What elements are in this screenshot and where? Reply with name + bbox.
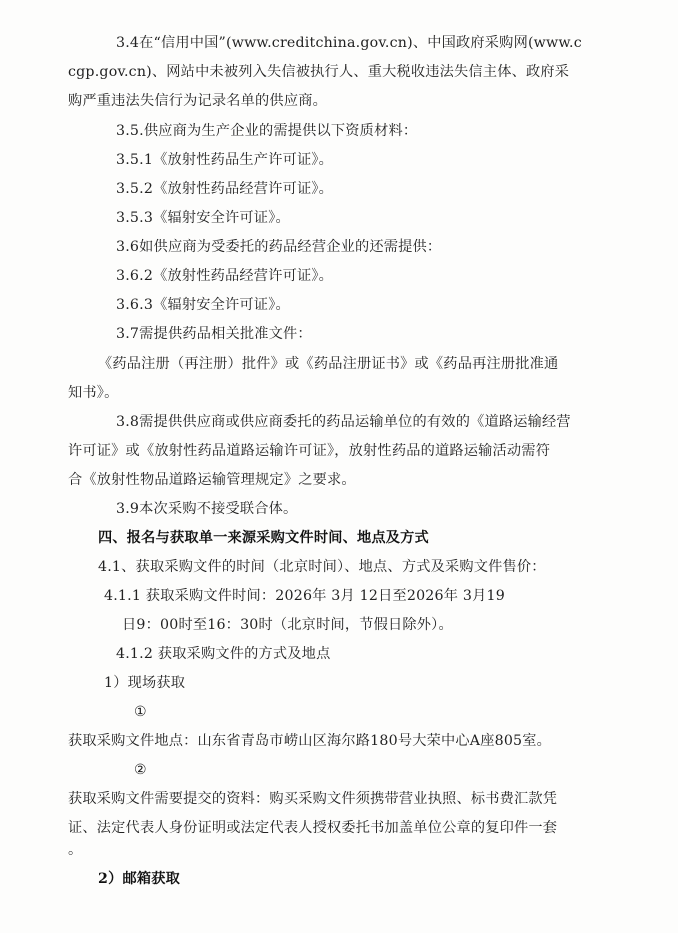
text-line-4-1-1: 4.1.1 获取采购文件时间：2026年 3月 12日至2026年 3月19 xyxy=(104,588,505,604)
text-line-4-1-1-cont: 日9：00时至16：30时（北京时间，节假日除外）。 xyxy=(122,617,453,633)
section-heading-four: 四、报名与获取单一来源采购文件时间、地点及方式 xyxy=(98,530,429,546)
item-marker-one: ① xyxy=(134,704,147,720)
text-line-3-6-2: 3.6.2《放射性药品经营许可证》。 xyxy=(116,268,334,284)
text-line-3-5-3: 3.5.3《辐射安全许可证》。 xyxy=(116,210,290,226)
text-line-materials: 获取采购文件需要提交的资料：购买采购文件须携带营业执照、标书费汇款凭 xyxy=(68,791,558,807)
text-line-3-9: 3.9本次采购不接受联合体。 xyxy=(116,501,298,517)
text-line-location: 获取采购文件地点：山东省青岛市崂山区海尔路180号大荣中心A座805室。 xyxy=(68,733,552,749)
text-line-4-1-2: 4.1.2 获取采购文件的方式及地点 xyxy=(116,646,331,662)
text-line-3-8-cont-2: 合《放射性物品道路运输管理规定》之要求。 xyxy=(68,472,356,488)
text-line-3-8-cont-1: 许可证》或《放射性药品道路运输许可证》，放射性药品的道路运输活动需符 xyxy=(68,443,551,459)
text-line-materials-cont: 证、法定代表人身份证明或法定代表人授权委托书加盖单位公章的复印件一套 xyxy=(68,820,558,836)
text-line-materials-end: 。 xyxy=(68,842,83,858)
text-line-3-5-2: 3.5.2《放射性药品经营许可证》。 xyxy=(116,181,334,197)
text-line-3-5: 3.5.供应商为生产企业的需提供以下资质材料： xyxy=(116,123,418,139)
text-line-3-8: 3.8需提供供应商或供应商委托的药品运输单位的有效的《道路运输经营 xyxy=(116,414,571,430)
text-line-3-5-1: 3.5.1《放射性药品生产许可证》。 xyxy=(116,152,334,168)
text-line-3-7: 3.7需提供药品相关批准文件： xyxy=(116,326,312,342)
text-line-3-7-docs-cont: 知书》。 xyxy=(68,385,119,401)
text-line-3-4-cont-1: cgp.gov.cn)、网站中未被列入失信被执行人、重大税收违法失信主体、政府采 xyxy=(68,64,570,80)
text-line-3-4-cont-2: 购严重违法失信行为记录名单的供应商。 xyxy=(68,93,327,109)
item-marker-two: ② xyxy=(134,762,147,778)
text-line-4-1: 4.1、获取采购文件的时间（北京时间）、地点、方式及采购文件售价： xyxy=(98,559,546,575)
text-line-3-7-docs: 《药品注册（再注册）批件》或《药品注册证书》或《药品再注册批准通 xyxy=(98,356,559,372)
text-line-email: 2）邮箱获取 xyxy=(98,871,181,887)
text-line-onsite: 1）现场获取 xyxy=(104,675,186,691)
text-line-3-6-3: 3.6.3《辐射安全许可证》。 xyxy=(116,297,290,313)
text-line-3-4: 3.4在“信用中国”(www.creditchina.gov.cn)、中国政府采购网(www.c xyxy=(116,35,582,51)
text-line-3-6: 3.6如供应商为受委托的药品经营企业的还需提供： xyxy=(116,239,442,255)
